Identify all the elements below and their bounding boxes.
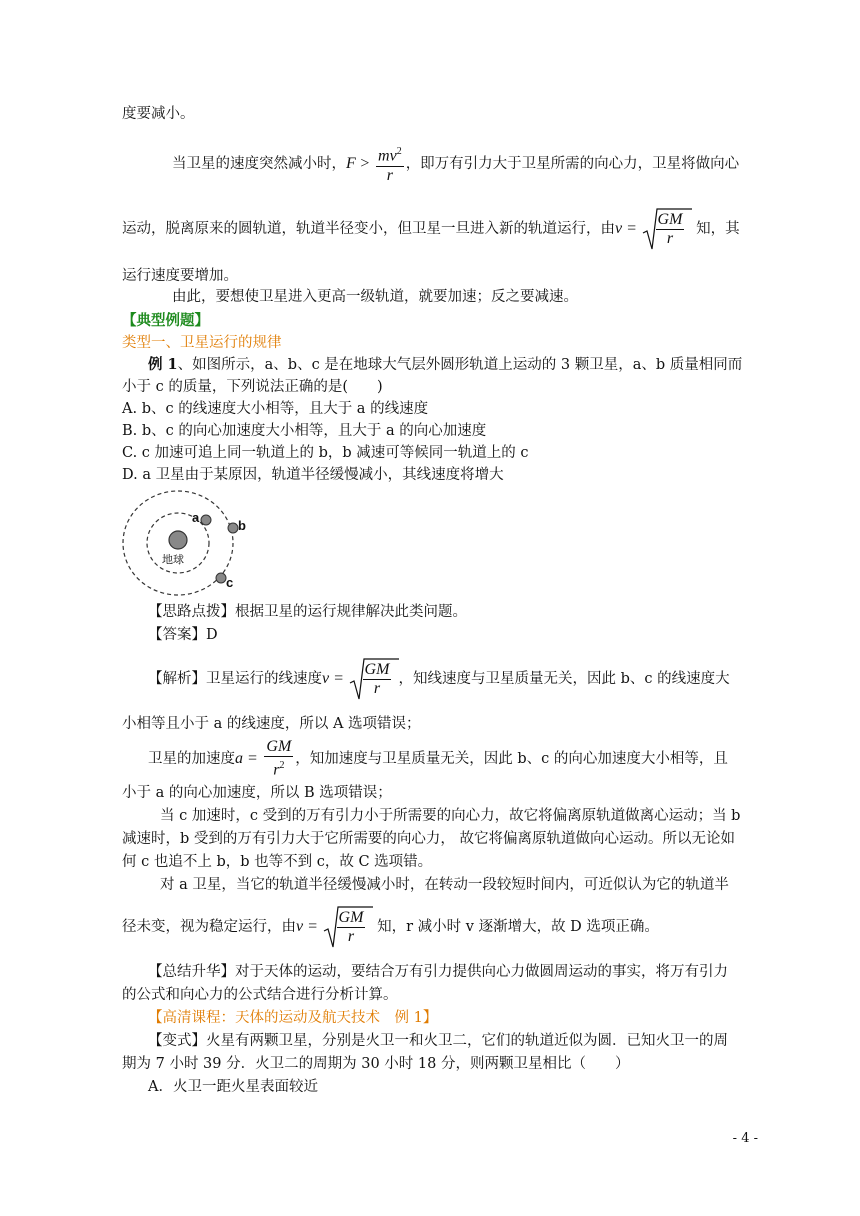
denominator: r — [347, 927, 355, 945]
paragraph-text: 卫星的加速度 — [148, 751, 235, 767]
exponent: 2 — [396, 146, 402, 158]
paragraph-text: 小于 c 的质量，下列说法正确的是( ) — [122, 379, 383, 395]
paragraph-text: 度要减小。 — [122, 106, 195, 122]
example-label: 例 1 — [148, 356, 178, 373]
text-line: 小于 a 的向心加速度，所以 B 选项错误； — [122, 785, 392, 801]
text-line — [148, 657, 730, 701]
paragraph-text: ，即万有引力大于卫星所需的向心力，卫星将做向心 — [405, 156, 740, 172]
paragraph-text: ，知线速度与卫星质量无关，因此 b、c 的线速度大 — [398, 671, 730, 687]
label-b: b — [238, 518, 246, 533]
denominator: r — [273, 761, 280, 779]
page-number: - 4 - — [732, 1131, 758, 1146]
text-line: 【变式】火星有两颗卫星，分别是火卫一和火卫二，它们的轨道近似为圆．已知火卫一的周 — [148, 1033, 728, 1049]
label-earth: 地球 — [162, 553, 184, 566]
text-line: 减速时，b 受到的万有引力大于它所需要的向心力， 故它将偏离原轨道做向心运动。所以无论如 — [122, 831, 735, 847]
sqrt-symbol — [642, 207, 692, 251]
text-line: 【总结升华】对于天体的运动，要结合万有引力提供向心力做圆周运动的事实，将万有引力 — [148, 964, 728, 980]
paragraph-text: 由此，要想使卫星进入更高一级轨道，就要加速；反之要减速。 — [172, 289, 578, 305]
option-d: D. a 卫星由于某原因，轨道半径缓慢减小，其线速度将增大 — [122, 467, 504, 483]
numerator: GM — [657, 210, 683, 228]
numerator: GM — [364, 660, 390, 678]
earth-circle — [169, 531, 187, 549]
text-line: 何 c 也追不上 b，b 也等不到 c，故 C 选项错。 — [122, 854, 433, 870]
exponent: 2 — [279, 760, 285, 772]
text-line — [148, 737, 728, 781]
text-line — [172, 142, 739, 186]
text-line — [172, 287, 578, 307]
section-heading: 【典型例题】 — [122, 312, 209, 329]
sqrt-symbol — [349, 657, 399, 701]
text-line — [122, 377, 383, 397]
text-line: 对 a 卫星，当它的轨道半径缓慢减小时，在转动一段较短时间内，可近似认为它的轨道半 — [160, 877, 729, 893]
text-line — [122, 905, 659, 949]
formula-gm-over-r2 — [264, 738, 293, 779]
formula-mv2-over-r — [376, 143, 404, 184]
paragraph-text: 径未变，视为稳定运行，由 — [122, 919, 296, 935]
paragraph-text: ，知加速度与卫星质量无关，因此 b、c 的向心加速度大小相等，且 — [295, 751, 728, 767]
type-heading: 类型一、卫星运行的规律 — [122, 335, 282, 351]
denominator: r — [373, 679, 381, 697]
satellite-b — [228, 523, 238, 533]
option-c: C. c 加速可追上同一轨道上的 b，b 减速可等候同一轨道上的 c — [122, 445, 529, 461]
formula-v: v = — [615, 220, 637, 237]
text-line — [148, 355, 742, 375]
text-line — [122, 104, 195, 124]
formula-force: F — [346, 155, 356, 172]
option-a: A. b、c 的线速度大小相等，且大于 a 的线速度 — [122, 401, 429, 417]
option-b: B. b、c 的向心加速度大小相等，且大于 a 的向心加速度 — [122, 423, 487, 439]
denominator: r — [386, 166, 393, 184]
numerator: GM — [338, 908, 364, 926]
formula-v: v = — [322, 670, 344, 687]
text-line: 当 c 加速时，c 受到的万有引力小于所需要的向心力，故它将偏离原轨道做离心运动；当 b — [160, 808, 741, 824]
denominator: r — [666, 229, 674, 247]
formula-v: v = — [296, 918, 318, 935]
label-c: c — [226, 575, 234, 590]
text-line: 期为 7 小时 39 分．火卫二的周期为 30 小时 18 分，则两颗卫星相比（ ） — [122, 1056, 630, 1072]
text-line: 的公式和向心力的公式结合进行分析计算。 — [122, 987, 398, 1003]
course-link[interactable]: 【高清课程：天体的运动及航天技术 例 1】 — [148, 1010, 438, 1026]
text-line: 【答案】D — [148, 627, 218, 643]
text-line — [122, 266, 238, 286]
text-line — [122, 207, 740, 251]
label-a: a — [192, 510, 200, 525]
paragraph-text: 知，其 — [696, 221, 740, 237]
orbit-figure — [120, 488, 250, 600]
paragraph-text: 当卫星的速度突然减小时， — [172, 156, 346, 172]
paragraph-text: 、如图所示，a、b、c 是在地球大气层外圆形轨道上运动的 3 颗卫星，a、b 质量相同而 — [177, 357, 743, 373]
formula-a: a = — [235, 750, 258, 767]
paragraph-text: 运行速度要增加。 — [122, 268, 238, 284]
numerator: mv — [378, 147, 397, 165]
paragraph-text: 运动，脱离原来的圆轨道，轨道半径变小，但卫星一旦进入新的轨道运行，由 — [122, 221, 615, 237]
paragraph-text: 【解析】卫星运行的线速度 — [148, 671, 322, 687]
sqrt-symbol — [323, 905, 373, 949]
option-a: A．火卫一距火星表面较近 — [148, 1079, 318, 1095]
text-line: 小相等且小于 a 的线速度，所以 A 选项错误； — [122, 716, 421, 732]
satellite-a — [201, 515, 211, 525]
text-line: 【思路点拨】根据卫星的运行规律解决此类问题。 — [148, 604, 467, 620]
formula-gt: > — [360, 155, 370, 172]
satellite-c — [216, 573, 226, 583]
paragraph-text: 知，r 减小时 v 逐渐增大，故 D 选项正确。 — [377, 919, 659, 935]
numerator: GM — [266, 738, 292, 756]
